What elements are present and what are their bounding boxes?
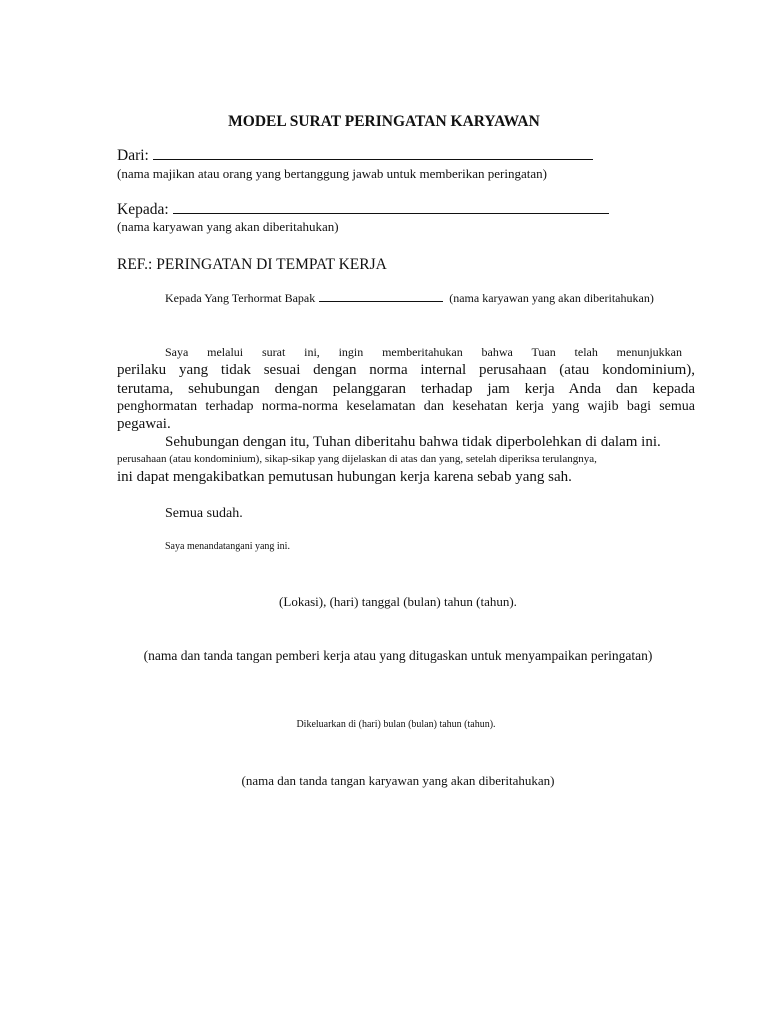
issued-line: Dikeluarkan di (hari) bulan (bulan) tahun (tahun). <box>296 719 496 730</box>
document-title: MODEL SURAT PERINGATAN KARYAWAN <box>228 113 540 130</box>
to-blank-line <box>173 212 609 214</box>
body-line-4: penghormatan terhadap norma-norma keselamatan dan kesehatan kerja yang wajib bagi semua <box>117 399 695 414</box>
from-note: (nama majikan atau orang yang bertanggung jawab untuk memberikan peringatan) <box>117 166 547 181</box>
employer-signature-caption: (nama dan tanda tangan pemberi kerja atau yang ditugaskan untuk menyampaikan peringatan) <box>143 648 653 663</box>
closing-text: Semua sudah. <box>165 506 243 521</box>
signing-statement: Saya menandatangani yang ini. <box>165 541 290 552</box>
body-line-8: ini dapat mengakibatkan pemutusan hubungan kerja karena sebab yang sah. <box>117 469 572 485</box>
employee-signature-caption: (nama dan tanda tangan karyawan yang akan diberitahukan) <box>241 773 555 788</box>
to-note: (nama karyawan yang akan diberitahukan) <box>117 219 339 234</box>
salutation-text: Kepada Yang Terhormat Bapak <box>165 291 316 305</box>
from-label: Dari: <box>117 147 149 164</box>
body-line-2: perilaku yang tidak sesuai dengan norma internal perusahaan (atau kondominium), <box>117 362 695 378</box>
salutation-blank-line <box>319 300 443 302</box>
to-label: Kepada: <box>117 201 169 218</box>
body-line-5: pegawai. <box>117 416 171 432</box>
to-row <box>117 201 609 219</box>
body-line-3: terutama, sehubungan dengan pelanggaran terhadap jam kerja Anda dan kepada <box>117 381 695 397</box>
from-row <box>117 147 593 165</box>
salutation-note: (nama karyawan yang akan diberitahukan) <box>449 291 654 305</box>
reference-line: REF.: PERINGATAN DI TEMPAT KERJA <box>117 256 387 273</box>
place-date-line: (Lokasi), (hari) tanggal (bulan) tahun (tahun). <box>279 594 517 609</box>
body-line-1: Saya melalui surat ini, ingin memberitahukan bahwa Tuan telah menunjukkan <box>165 345 682 359</box>
body-line-6: Sehubungan dengan itu, Tuhan diberitahu bahwa tidak diperbolehkan di dalam ini. <box>165 434 661 450</box>
salutation-row <box>165 291 654 306</box>
from-blank-line <box>153 158 593 160</box>
body-line-7: perusahaan (atau kondominium), sikap-sikap yang dijelaskan di atas dan yang, setelah diperiksa terulangnya, <box>117 453 597 465</box>
